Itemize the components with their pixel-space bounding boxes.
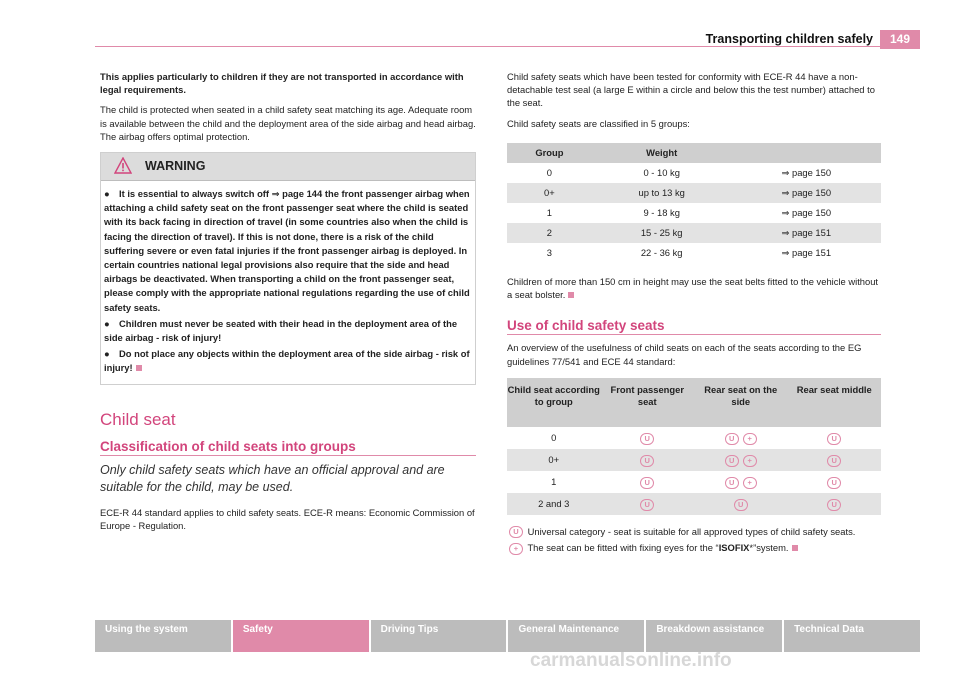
universal-badge-icon: U <box>509 526 523 538</box>
col-header: Group <box>507 143 592 163</box>
col-header: Weight <box>592 143 732 163</box>
universal-badge-icon: U <box>725 477 739 489</box>
warning-item: ● Do not place any objects within the deployment area of the side airbag - risk of injury! <box>104 348 470 374</box>
isofix-badge-icon: + <box>743 455 757 467</box>
page-link[interactable]: ⇒ page 150 <box>781 167 832 179</box>
col-header: Child seat according to group <box>507 378 601 427</box>
intro-italic: Only child safety seats which have an official approval and are suitable for the child, may be used. <box>100 463 445 495</box>
usage-title: Use of child safety seats <box>507 319 881 335</box>
warning-body <box>101 181 475 384</box>
table-row: 0+ up to 13 kg ⇒ page 150 <box>507 183 881 203</box>
isofix-badge-icon: + <box>743 433 757 445</box>
col-header: Rear seat on the side <box>694 378 788 427</box>
universal-badge-icon: U <box>827 433 841 445</box>
test-seal-paragraph: Child safety seats which have been tested for conformity with ECE-R 44 have a non-detachable test seal (a large E within a circle and below this the test number) attached to the seat. <box>507 71 875 109</box>
chapter-title: Transporting children safely <box>705 32 873 46</box>
legend-isofix: + The seat can be fitted with fixing eyes for the “ISOFIX*”system. <box>507 541 881 555</box>
warning-title: WARNING <box>145 159 206 174</box>
universal-badge-icon: U <box>640 433 654 445</box>
tab-driving-tips[interactable]: Driving Tips <box>371 620 507 652</box>
footer-nav <box>95 620 920 652</box>
tab-using-the-system[interactable]: Using the system <box>95 620 231 652</box>
end-mark-icon <box>136 365 142 371</box>
universal-badge-icon: U <box>725 455 739 467</box>
universal-badge-icon: U <box>734 499 748 511</box>
right-column <box>507 70 881 562</box>
table-row: 1 9 - 18 kg ⇒ page 150 <box>507 203 881 223</box>
height-paragraph: Children of more than 150 cm in height may use the seat belts fitted to the vehicle without a seat bolster. <box>507 275 879 301</box>
page-link[interactable]: ⇒ page 150 <box>781 207 832 219</box>
page-link[interactable]: ⇒ page 151 <box>732 223 881 243</box>
protection-paragraph: The child is protected when seated in a child safety seat matching its age. Adequate room is available between the child and the deployment area of the side airbag and head airbag. The airbag offers optimal protection. <box>100 104 476 142</box>
universal-badge-icon: U <box>827 455 841 467</box>
col-header <box>732 143 881 163</box>
section-title: Child seat <box>100 409 176 429</box>
page-link[interactable]: ⇒ page 151 <box>781 247 832 259</box>
isofix-badge-icon: + <box>509 543 523 555</box>
end-mark-icon <box>568 292 574 298</box>
tab-breakdown-assistance[interactable]: Breakdown assistance <box>646 620 782 652</box>
bullet-icon: ● <box>104 317 110 329</box>
warning-item: ● Children must never be seated with their head in the deployment area of the side airbag - risk of injury! <box>104 317 458 344</box>
table-row: 0+ U U + U <box>507 449 881 471</box>
col-header: Rear seat middle <box>788 378 882 427</box>
warning-header <box>101 153 475 181</box>
watermark: carmanualsonline.info <box>530 650 732 671</box>
table-row: 3 22 - 36 kg ⇒ page 151 <box>507 243 881 263</box>
universal-badge-icon: U <box>827 499 841 511</box>
tab-safety[interactable]: Safety <box>233 620 369 652</box>
bullet-icon: ● <box>104 348 110 360</box>
table-row: 2 15 - 25 kg ⇒ page 151 <box>507 223 881 243</box>
universal-badge-icon: U <box>640 477 654 489</box>
bullet-icon: ● <box>104 188 110 200</box>
page-link[interactable]: ⇒ page 150 <box>732 183 881 203</box>
universal-badge-icon: U <box>725 433 739 445</box>
tab-general-maintenance[interactable]: General Maintenance <box>508 620 644 652</box>
warning-item: ● It is essential to always switch off ⇒ page 144 the front passenger airbag when attaching a child safety seat on the front passenger seat where the child is seated with its back facing in direction of travel (in some countries also when the child is facing the direction of travel). If this is not done, there is a risk of the child suffering severe or even fatal injuries if the front passenger airbag is deployed. In certain countries national legal provisions also require that the side and head airbags be deactivated. When transporting a child on the front passenger seat, please comply with the appropriate national regulations regarding the use of child safety seats. <box>104 188 470 313</box>
universal-badge-icon: U <box>640 455 654 467</box>
table-row: 2 and 3 U U U <box>507 493 881 515</box>
warning-triangle-icon <box>114 157 132 174</box>
universal-badge-icon: U <box>640 499 654 511</box>
ece-paragraph: ECE-R 44 standard applies to child safety seats. ECE-R means: Economic Commission of Europe - Regulation. <box>100 507 475 532</box>
universal-badge-icon: U <box>827 477 841 489</box>
warning-box <box>100 152 476 385</box>
groups-intro: Child safety seats are classified in 5 groups: <box>507 117 690 129</box>
table-row: 0 0 - 10 kg ⇒ page 150 <box>507 163 881 183</box>
col-header: Front passenger seat <box>601 378 695 427</box>
groups-table <box>507 143 881 263</box>
table-row: 0 U U + U <box>507 427 881 449</box>
left-column <box>100 70 476 539</box>
intro-bold-paragraph: This applies particularly to children if they are not transported in accordance with legal requirements. <box>100 71 464 96</box>
usage-table <box>507 378 881 515</box>
legend-universal: U Universal category - seat is suitable for all approved types of child safety seats. <box>507 525 881 539</box>
tab-technical-data[interactable]: Technical Data <box>784 620 920 652</box>
usage-intro: An overview of the usefulness of child seats on each of the seats according to the EG guidelines 77/541 and ECE 44 standard: <box>507 342 862 367</box>
header-divider <box>95 46 920 47</box>
subsection-title: Classification of child seats into groups <box>100 440 476 456</box>
table-row: 1 U U + U <box>507 471 881 493</box>
page-number: 149 <box>880 30 920 49</box>
isofix-badge-icon: + <box>743 477 757 489</box>
page-header <box>0 30 960 50</box>
end-mark-icon <box>792 545 798 551</box>
